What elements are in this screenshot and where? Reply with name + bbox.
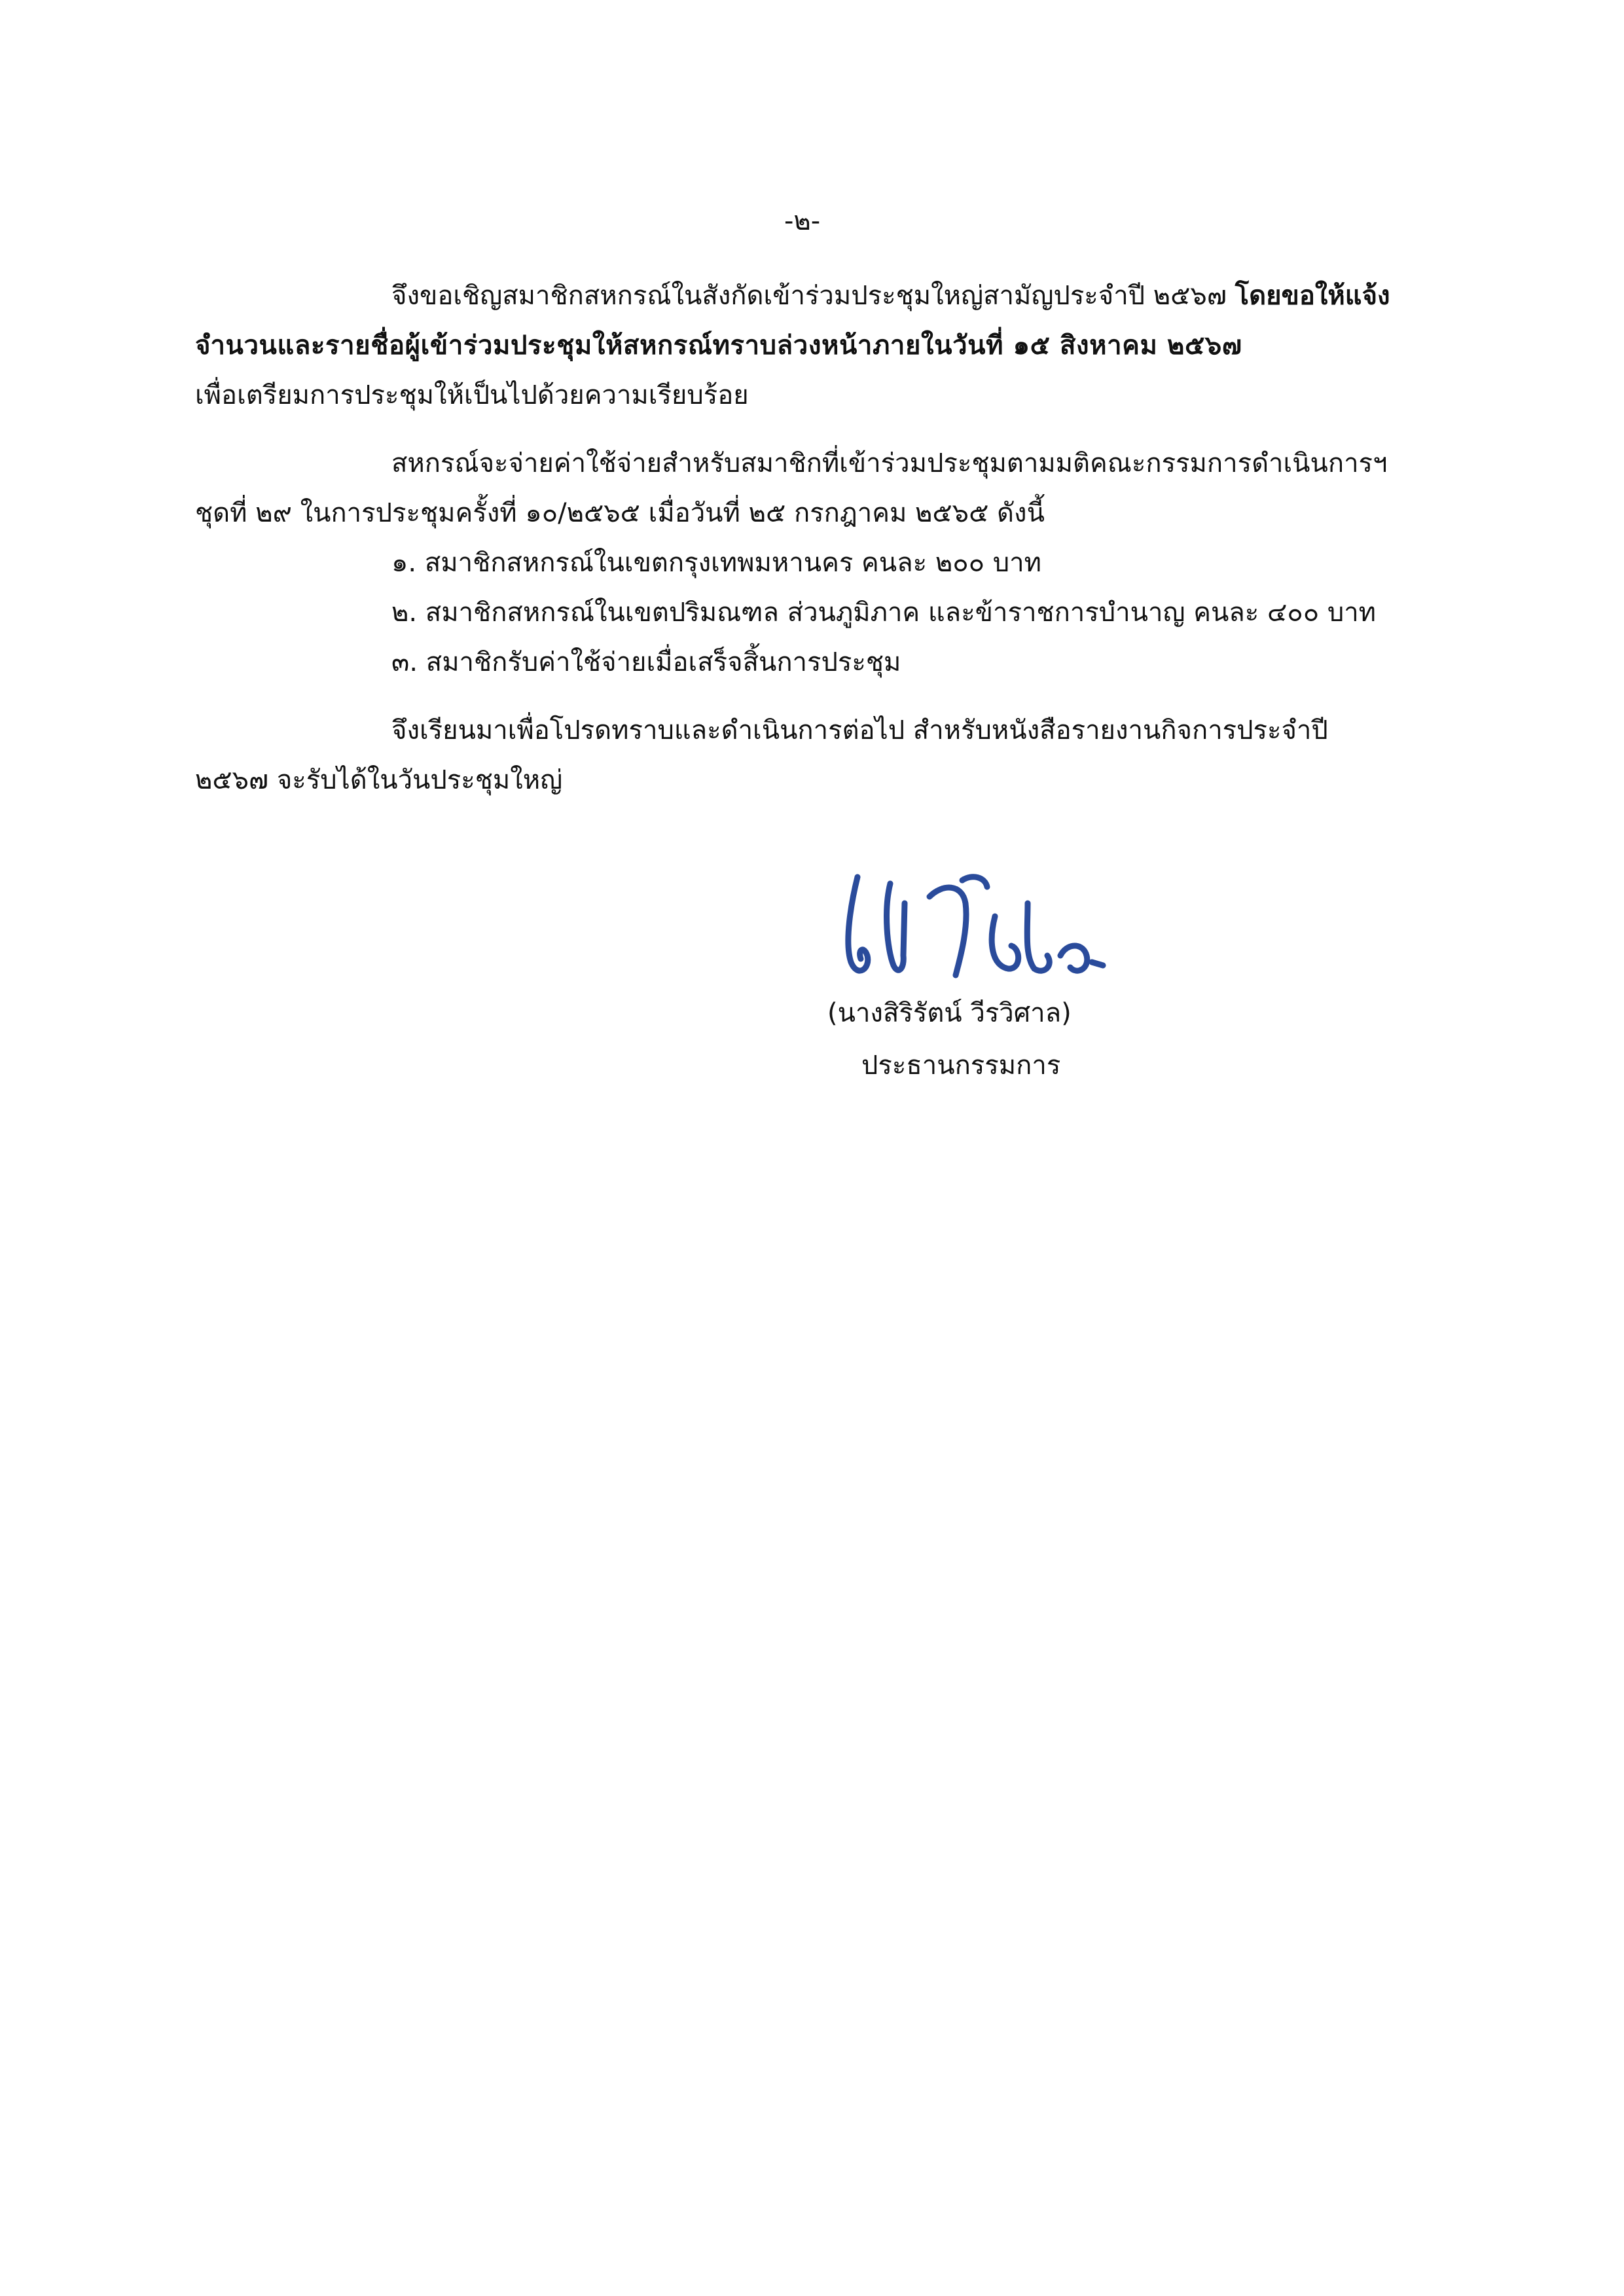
page-number: -๒- [784,206,821,236]
paragraph-1-line-3: เพื่อเตรียมการประชุมให้เป็นไปด้วยความเรียบร้อย [195,380,749,410]
signatory-name: (นางสิริรัตน์ วีรวิศาล) [827,998,1072,1028]
list-item-1: ๑. สมาชิกสหกรณ์ในเขตกรุงเทพมหานคร คนละ ๒๐๐ บาท [391,548,1041,578]
list-item-3: ๓. สมาชิกรับค่าใช้จ่ายเมื่อเสร็จสิ้นการประชุม [391,647,901,677]
paragraph-1-line-1-bold: โดยขอให้แจ้ง [1235,281,1390,311]
handwritten-signature [831,857,1106,1001]
paragraph-3-line-1: จึงเรียนมาเพื่อโปรดทราบและดำเนินการต่อไป สำหรับหนังสือรายงานกิจการประจำปี [391,715,1328,745]
paragraph-2-line-1: สหกรณ์จะจ่ายค่าใช้จ่ายสำหรับสมาชิกที่เข้าร่วมประชุมตามมติคณะกรรมการดำเนินการฯ [391,448,1388,478]
paragraph-3-line-2: ๒๕๖๗ จะรับได้ในวันประชุมใหญ่ [195,765,563,795]
paragraph-1-line-2: จำนวนและรายชื่อผู้เข้าร่วมประชุมให้สหกรณ์ทราบล่วงหน้าภายในวันที่ ๑๕ สิงหาคม ๒๕๖๗ [195,331,1242,361]
signatory-position: ประธานกรรมการ [861,1050,1061,1081]
paragraph-1-line-1-text: จึงขอเชิญสมาชิกสหกรณ์ในสังกัดเข้าร่วมประชุมใหญ่สามัญประจำปี ๒๕๖๗ [391,281,1235,311]
paragraph-2-line-2: ชุดที่ ๒๙ ในการประชุมครั้งที่ ๑๐/๒๕๖๕ เมื่อวันที่ ๒๕ กรกฎาคม ๒๕๖๕ ดังนี้ [195,498,1045,528]
paragraph-1-line-1 [391,283,1390,309]
list-item-2: ๒. สมาชิกสหกรณ์ในเขตปริมณฑล ส่วนภูมิภาค และข้าราชการบำนาญ คนละ ๔๐๐ บาท [391,598,1377,628]
